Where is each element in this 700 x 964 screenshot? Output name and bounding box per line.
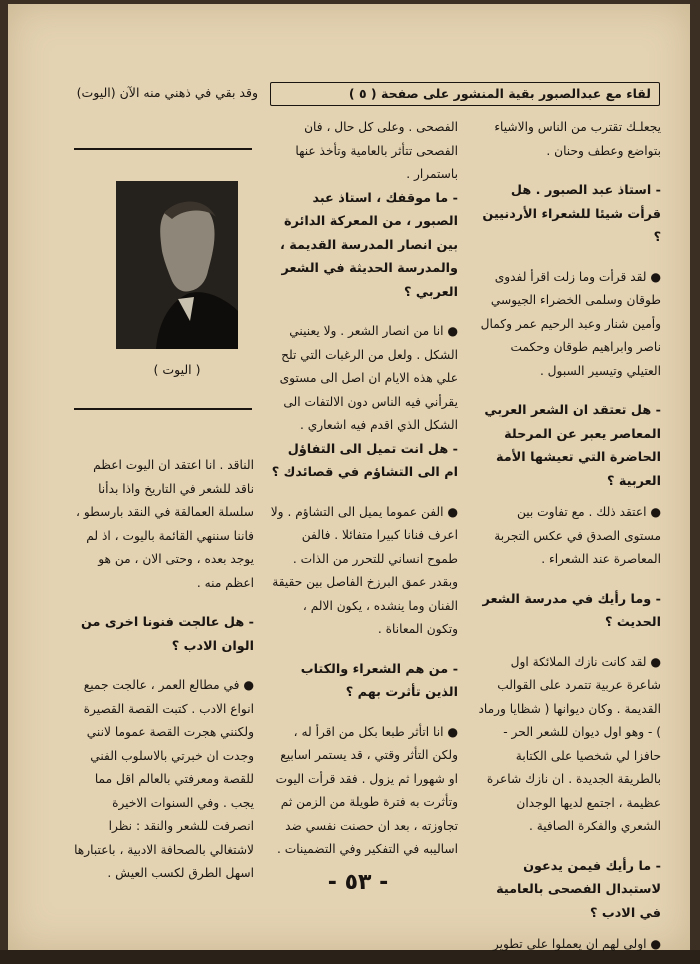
interview-question: - وما رأيك في مدرسة الشعر الحديث ؟: [482, 591, 661, 630]
paragraph-gap: [478, 493, 661, 501]
column-right: [478, 116, 661, 957]
interview-answer: ● في مطالع العمر ، عالجت جميع انواع الادب . كتبت القصة القصيرة ولكنني هجرت القصة عموما لانني وجدت ان خبرتي بالاسلوب الفني للقصة ومعرفتي بالعالم اقل مما يجب . وفي السنوات الاخيرة انصرفت للشعر والنقد : نظرا لاشتغالي بالصحافة الادبية ، باعتبارها اسهل الطرق لكسب العيش .: [74, 678, 254, 880]
interview-answer: ● اولى لهم ان يعملوا على تطوير: [492, 937, 661, 951]
paragraph-gap: [478, 839, 661, 855]
paragraph-gap: [478, 635, 661, 651]
paragraph-gap: [270, 304, 458, 320]
interview-answer: ● انا من انصار الشعر . ولا يعنيني الشكل . ولعل من الرغبات التي تلح علي هذه الايام ان اصل الى مستوى يقرأني فيه الناس دون الالتفات الى الشكل الذي اقدم فيه اشعاري .: [279, 324, 458, 432]
interview-question: - استاذ عبد الصبور . هل قرأت شيئا للشعراء الأردنيين ؟: [482, 183, 661, 245]
page-number: - ٥٣ -: [327, 870, 389, 895]
paragraph-gap: [270, 485, 458, 501]
interview-answer: يجعلـك تقترب من الناس والاشياء بتواضع وعطف وحنان .: [494, 120, 661, 158]
divider-top: [74, 148, 252, 150]
paragraph-gap: [74, 658, 254, 674]
left-top-line: وقد بقي في ذهني منه الآن (اليوت): [76, 85, 258, 100]
column-middle: [270, 116, 458, 862]
paragraph-gap: [478, 163, 661, 179]
interview-answer: الناقد . انا اعتقد ان اليوت اعظم ناقد للشعر في التاريخ واذا بدأنا سلسلة العمالقة في النقد بارسطو ، فاننا سننهي القائمة باليوت ، اذ لم يوجد بعده ، وحتى الان ، من هو اعظم منه .: [76, 458, 254, 590]
paragraph-gap: [478, 383, 661, 399]
interview-question: - ما موقفك ، استاذ عبد الصبور ، من المعركة الدائرة بين انصار المدرسة القديمة ، والمدرسة الحديثة في الشعر العربي ؟: [279, 190, 458, 300]
interview-question: - ما رأيك فيمن يدعون لاستبدال الفصحى بالعامية في الادب ؟: [496, 858, 661, 921]
magazine-page: [8, 4, 690, 950]
interview-answer: الفصحى . وعلى كل حال ، فان الفصحى تتأثر بالعامية وتأخذ عنها باستمرار .: [295, 120, 458, 181]
paragraph-gap: [270, 705, 458, 721]
photo-caption: ( اليوت ): [153, 362, 201, 377]
interview-question: - هل عالجت فنونا اخرى من الوان الادب ؟: [81, 615, 254, 654]
interview-answer: ● لقد قرأت وما زلت اقرأ لفدوى طوقان وسلمى الخضراء الجيوسي وأمين شنار وعبد الرحيم عمر وكمال ناصر وابراهيم طوقان وحكمت العتيلي وتيسير السبول .: [480, 269, 661, 378]
paragraph-gap: [74, 595, 254, 611]
interview-question: - هل تعتقد ان الشعر العربي المعاصر يعبر عن المرحلة الحاضرة التي تعيشها الأمة العربية ؟: [484, 403, 661, 489]
portrait-figure: [116, 181, 238, 349]
divider-bottom: [74, 408, 252, 410]
continuation-header: لقاء مع عبدالصبور بقية المنشور على صفحة ( ٥ ): [270, 82, 660, 106]
paragraph-gap: [478, 250, 661, 266]
column-left: [74, 454, 254, 886]
paragraph-gap: [478, 572, 661, 588]
interview-question: - من هم الشعراء والكتاب الذين تأثرت بهم ؟: [300, 661, 458, 700]
paragraph-gap: [478, 925, 661, 933]
interview-answer: ● لقد كانت نازك الملائكة اول شاعرة عربية تتمرد على القوالب القديمة . وكان ديوانها ( شظايا ورماد ) - وهو اول ديوان للشعر الحر - حافزا لي شخصيا على الكتابة بالطريقة الجديدة . ان نازك شاعرة عظيمة ، اجتمع لديها الوجدان الشعري والفكرة الصافية .: [478, 654, 661, 833]
interview-question: - هل انت تميل الى التفاؤل ام الى التشاؤم في قصائدك ؟: [271, 441, 458, 480]
interview-answer: ● اعتقد ذلك . مع تفاوت بين مستوى الصدق في عكس التجربة المعاصرة عند الشعراء .: [494, 505, 661, 566]
interview-answer: ● الفن عموما يميل الى التشاؤم . ولا اعرف فنانا كبيرا متفائلا . فالفن طموح انساني للتحرر من الذات . وبقدر عمق البرزخ الفاصل بين حقيقة الفنان وما ينشده ، يكون الالم ، وتكون المعاناة .: [270, 504, 458, 636]
paragraph-gap: [270, 642, 458, 658]
portrait-photo: [116, 181, 238, 349]
interview-answer: ● انا اتأثر طبعا بكل من اقرأ له ، ولكن التأثر وقتي ، قد يستمر اسابيع او شهورا ثم يزول . فقد قرأت اليوت وتأثرت به فترة طويلة من الزمن ثم تجاوزته ، بعد ان حصنت نفسي ضد اساليبه في التفكير وفي التضمينات .: [275, 724, 458, 856]
